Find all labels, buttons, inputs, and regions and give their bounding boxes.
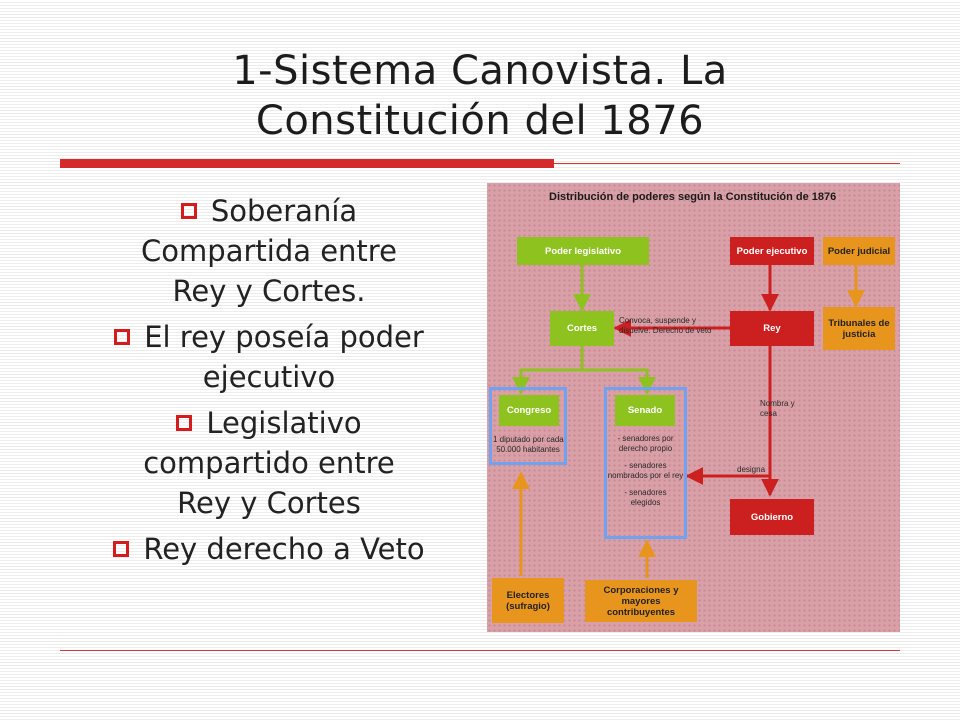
veto-note: [619, 316, 712, 336]
powers-diagram: [487, 183, 900, 632]
diagram-title: Distribución de poderes según la Constitución de 1876: [549, 191, 837, 203]
electores-box: [492, 578, 564, 623]
corporaciones-box: [585, 580, 697, 622]
bullet-text: Soberanía: [210, 194, 358, 228]
veto-note-line: Convoca, suspende y: [619, 316, 696, 325]
electores-label: (sufragio): [506, 600, 550, 612]
corporaciones-label: contribuyentes: [606, 606, 676, 618]
bullet-text: Legislativo: [206, 406, 362, 440]
square-bullet-icon: [176, 415, 192, 431]
corporaciones-label: Corporaciones y mayores: [603, 584, 679, 607]
slide-title: [60, 46, 900, 146]
title-line-2: Constitución del 1876: [255, 98, 705, 144]
bullet-text: Rey derecho a Veto: [143, 532, 425, 566]
nombra-note-line: cesa: [760, 409, 777, 418]
congreso-box: Congreso: [499, 395, 559, 426]
tribunales-box: [823, 307, 895, 350]
designa-note: designa: [737, 465, 766, 474]
square-bullet-icon: [113, 541, 129, 557]
poder-legislativo-box: Poder legislativo: [517, 237, 649, 265]
senado-note-line: - senadores: [624, 461, 667, 470]
bullet-text: Compartida entre: [141, 234, 397, 268]
senado-note-line: elegidos: [630, 498, 661, 507]
bullet-text: compartido entre: [143, 446, 395, 480]
tribunales-label: justicia: [842, 328, 876, 340]
square-bullet-icon: [181, 203, 197, 219]
bullet-list: [60, 191, 478, 575]
arrow-cortes-congreso: [521, 345, 582, 393]
bottom-divider: [60, 650, 900, 651]
senado-note-line: derecho propio: [618, 444, 673, 453]
bullet-text: Rey y Cortes.: [172, 274, 366, 308]
nombra-note: [760, 399, 795, 419]
poder-judicial-box: Poder judicial: [823, 237, 895, 265]
bullet-item: [60, 317, 478, 397]
congreso-note-line: 50.000 habitantes: [496, 445, 560, 454]
gobierno-box: Gobierno: [730, 499, 814, 535]
poder-ejecutivo-box: Poder ejecutivo: [730, 237, 814, 265]
cortes-box: Cortes: [550, 311, 614, 346]
senado-note: [607, 434, 684, 508]
senado-note-line: - senadores por: [617, 434, 674, 443]
title-accent-bar: [60, 159, 554, 168]
bullet-item: [60, 191, 478, 311]
rey-box: Rey: [730, 311, 814, 346]
senado-box: Senado: [615, 395, 675, 426]
congreso-note-line: 1 diputado por cada: [493, 435, 564, 444]
nombra-note-line: Nombra y: [760, 399, 795, 408]
senado-note-line: nombrados por el rey: [607, 471, 684, 480]
bullet-text: ejecutivo: [202, 360, 336, 394]
title-line-1: 1-Sistema Canovista. La: [232, 48, 728, 94]
bullet-text: Rey y Cortes: [177, 486, 361, 520]
square-bullet-icon: [114, 329, 130, 345]
bullet-item: [60, 403, 478, 523]
senado-note-line: - senadores: [624, 488, 667, 497]
electores-label: Electores: [506, 589, 550, 601]
bullet-item: [60, 529, 478, 569]
veto-note-line: disuelve. Derecho de veto: [619, 326, 712, 335]
tribunales-label: Tribunales de: [828, 317, 890, 329]
bullet-text: El rey poseía poder: [144, 320, 424, 354]
congreso-note: [493, 435, 563, 455]
